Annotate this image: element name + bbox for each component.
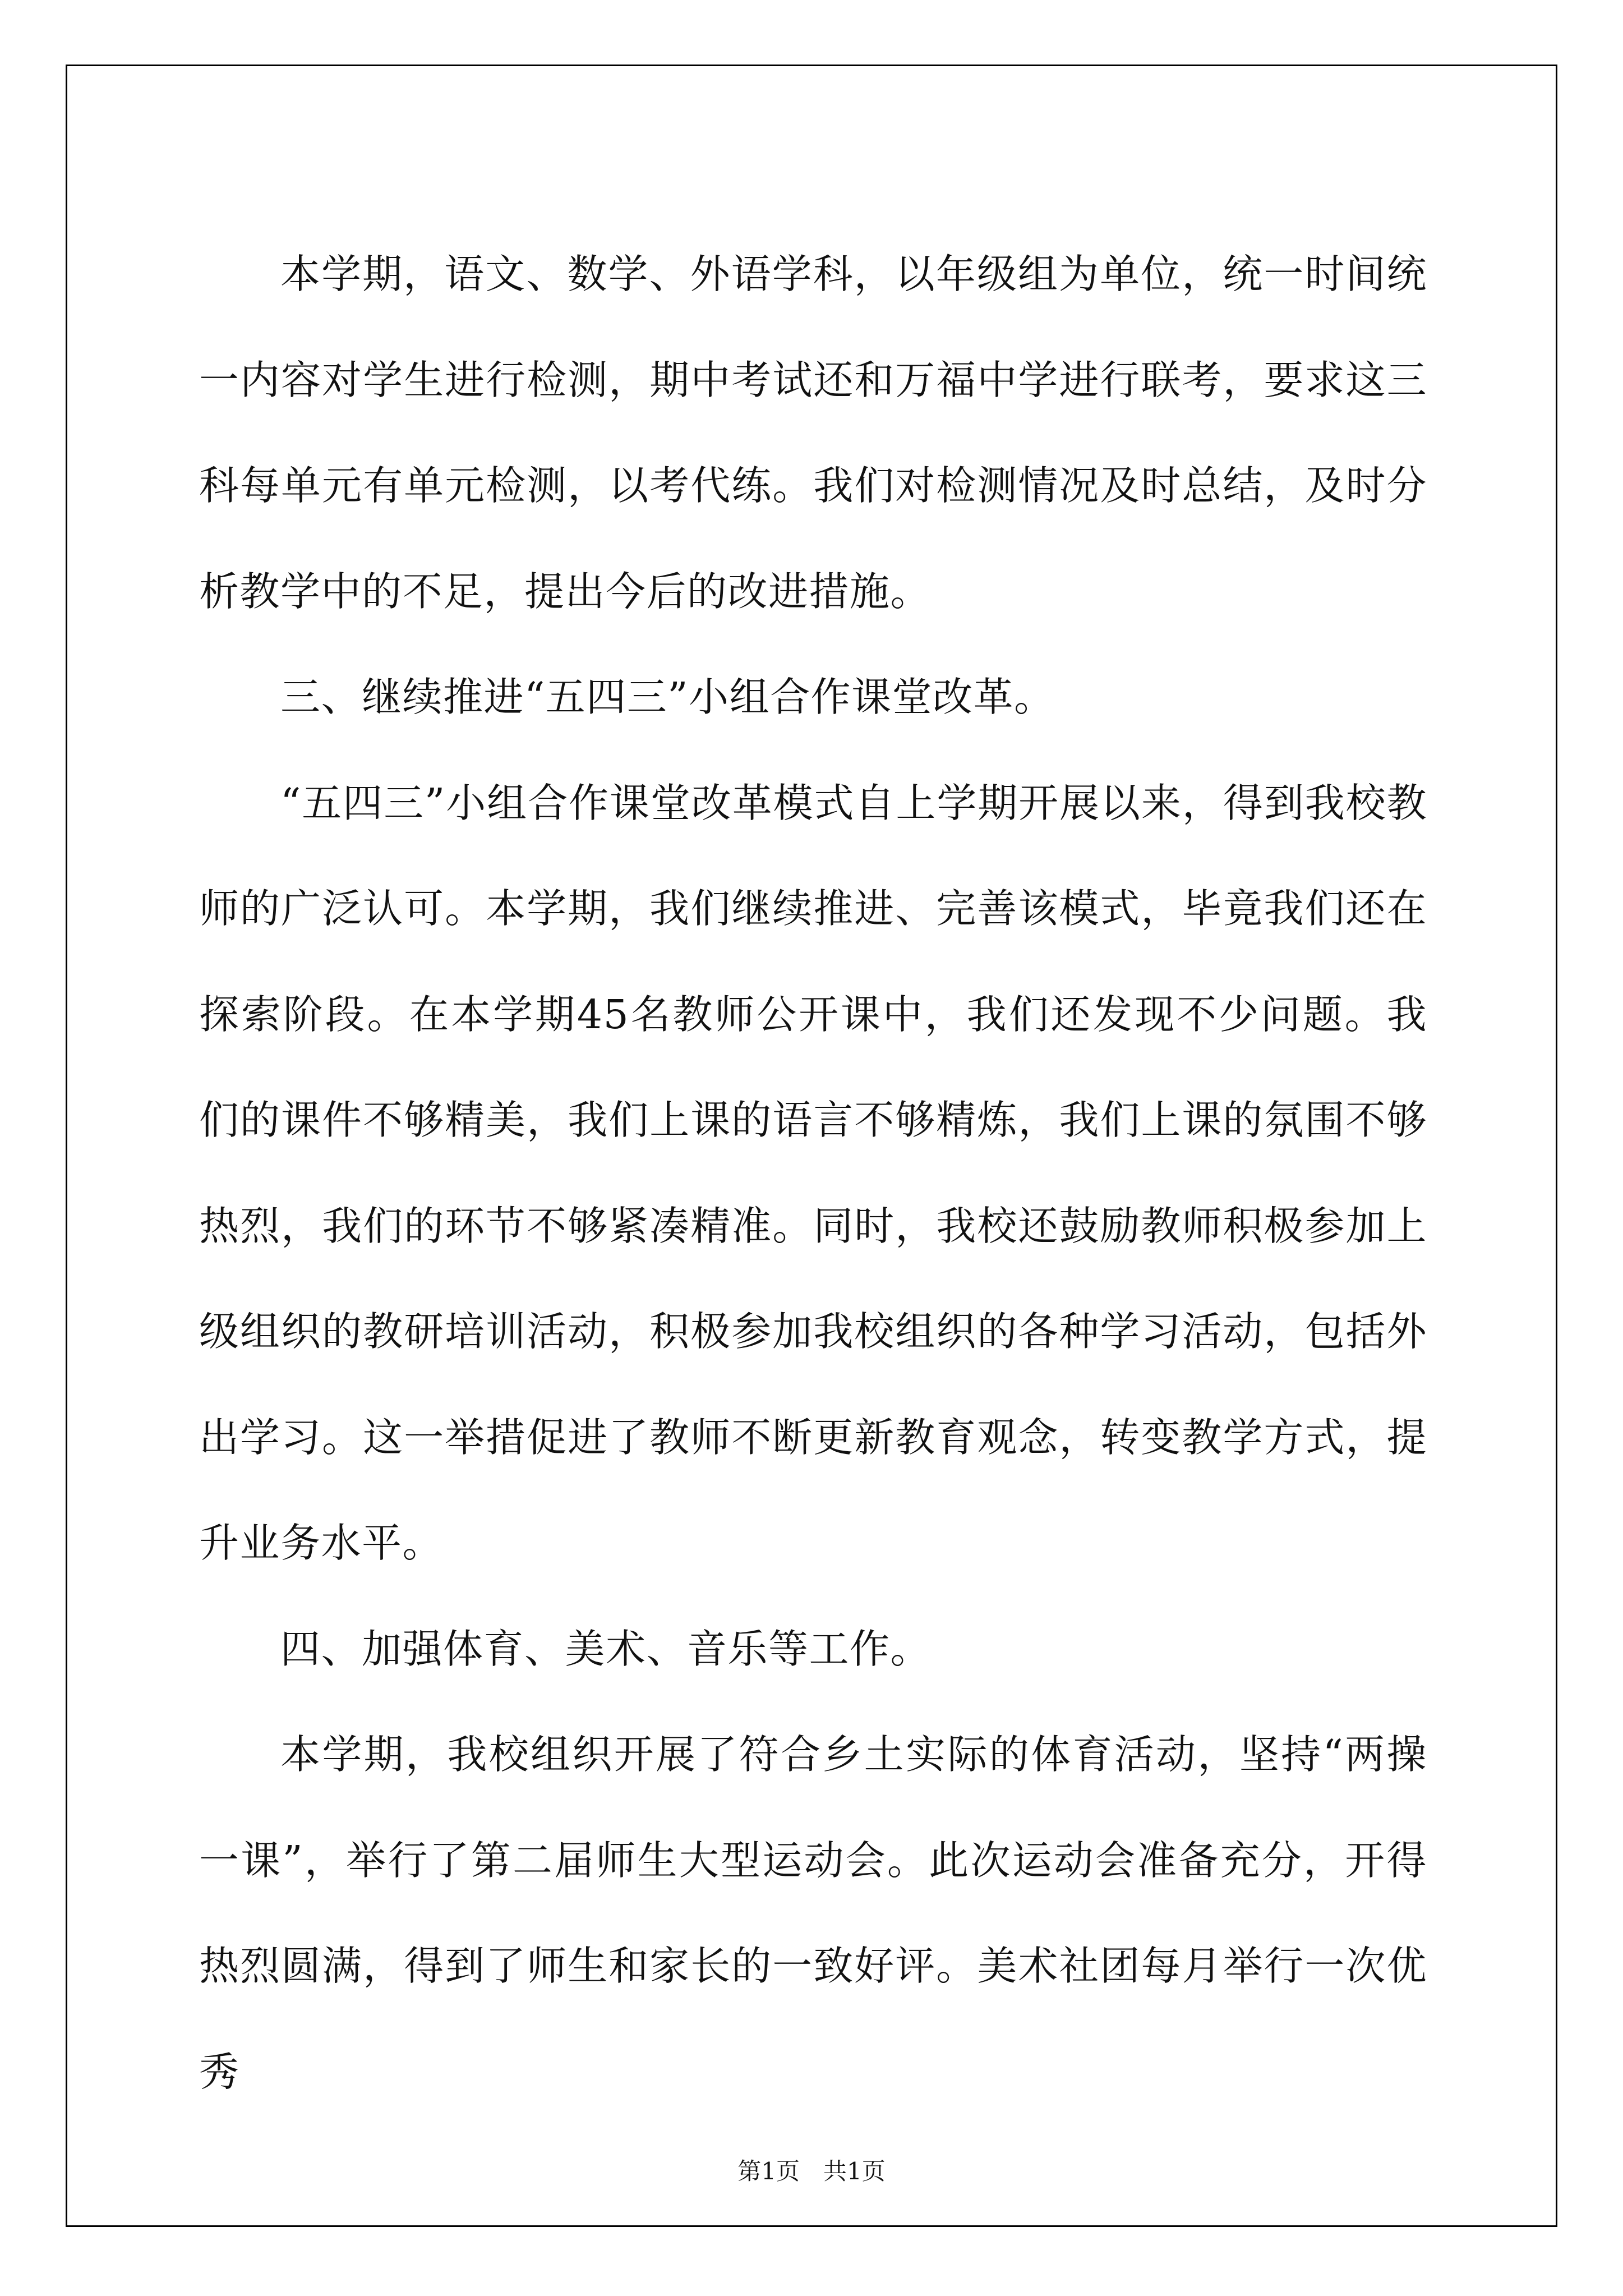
document-body [199,222,1427,2125]
section-heading-classroom-reform: 三、继续推进“五四三”小组合作课堂改革。 [280,674,1055,720]
paragraph-arts-sports: 本学期，我校组织开展了符合乡土实际的体育活动，坚持“两操一课”，举行了第二届师生大型运动会。此次运动会准备充分，开得热烈圆满，得到了师生和家长的一致好评。美术社团每月举行一次优秀 [199,1731,1427,2095]
paragraph-exam-review: 本学期，语文、数学、外语学科，以年级组为单位，统一时间统一内容对学生进行检测，期中考试还和万福中学进行联考，要求这三科每单元有单元检测，以考代练。我们对检测情况及时总结，及时分析教学中的不足，提出今后的改进措施。 [199,251,1427,615]
section-heading-arts-sports: 四、加强体育、美术、音乐等工作。 [280,1625,932,1672]
page-number-footer: 第1页 共1页 [737,2157,886,2185]
paragraph-classroom-reform: “五四三”小组合作课堂改革模式自上学期开展以来，得到我校教师的广泛认可。本学期，我们继续推进、完善该模式，毕竟我们还在探索阶段。在本学期45名教师公开课中，我们还发现不少问题。我们的课件不够精美，我们上课的语言不够精炼，我们上课的氛围不够热烈，我们的环节不够紧凑精准。同时，我校还鼓励教师积极参加上级组织的教研培训活动，积极参加我校组织的各种学习活动，包括外出学习。这一举措促进了教师不断更新教育观念，转变教学方式，提升业务水平。 [199,779,1427,1566]
